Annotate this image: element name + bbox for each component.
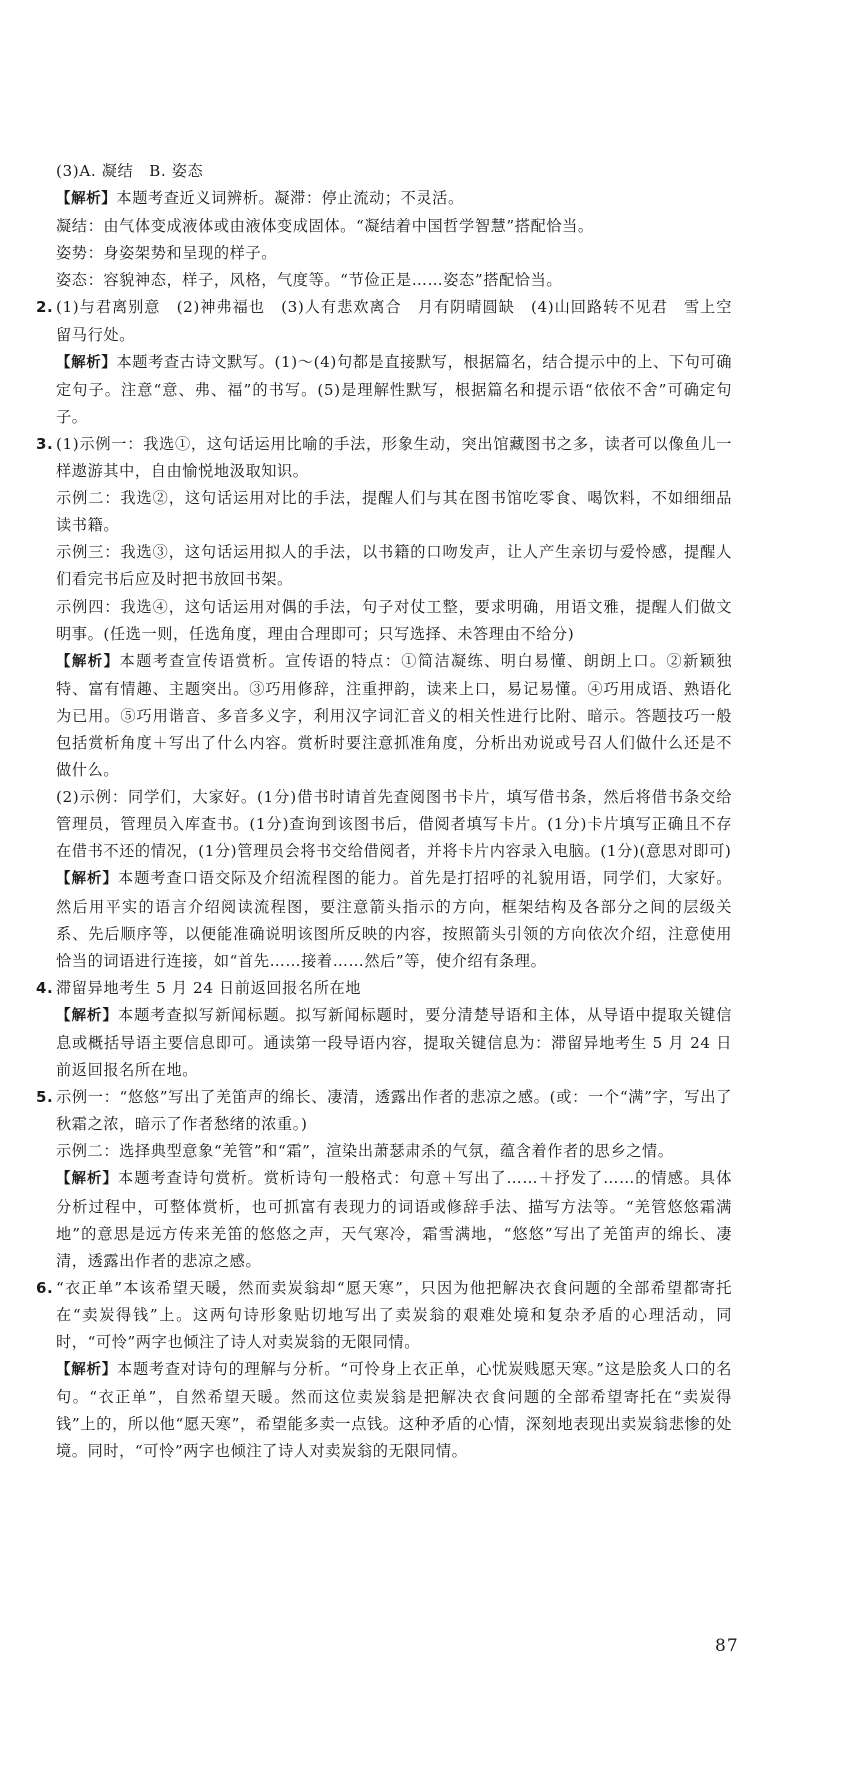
analysis-tag: 【解析】	[56, 871, 118, 888]
q1-analysis	[56, 185, 732, 213]
question-number: 6.	[36, 1278, 54, 1297]
answer-content	[36, 158, 732, 1466]
q1-line-3: 姿态：容貌神态，样子，风格，气度等。“节俭正是……姿态”搭配恰当。	[56, 271, 563, 290]
q6-answer: “衣正单”本该希望天暖，然而卖炭翁却“愿天寒”，只因为他把解决衣食问题的全部希望都寄托在“卖炭得钱”上。这两句诗形象贴切地写出了卖炭翁的艰难处境和复杂矛盾的心理活动，同时，“可怜”两字也倾注了诗人对卖炭翁的无限同情。	[56, 1278, 732, 1352]
q2-analysis	[56, 349, 732, 431]
q6-analysis	[56, 1356, 732, 1465]
q1-line-2: 姿势：身姿架势和呈现的样子。	[56, 244, 278, 263]
q5-analysis	[56, 1165, 732, 1274]
analysis-tag: 【解析】	[56, 191, 117, 208]
q3-analysis-1-text: 本题考查宣传语赏析。宣传语的特点：①简洁凝练、明白易懂、朗朗上口。②新颖独特、富有情趣、主题突出。③巧用修辞，注重押韵，读来上口，易记易懂。④巧用成语、熟语化为已用。⑤巧用谐音、多音多义字，利用汉字词汇音义的相关性进行比附、暗示。答题技巧一般包括赏析角度＋写出了什么内容。赏析时要注意抓准角度，分析出劝说或号召人们做什么还是不做什么。	[56, 651, 732, 780]
q2-answer: (1)与君离别意 (2)神弗福也 (3)人有悲欢离合 月有阴晴圆缺 (4)山回路转不见君 雪上空留马行处。	[56, 298, 732, 344]
q3-analysis-2	[56, 865, 732, 974]
q4-answer: 滞留异地考生 5 月 24 日前返回报名所在地	[56, 978, 362, 997]
question-6	[36, 1275, 732, 1466]
q5-example-1: 示例一：“悠悠”写出了羌笛声的绵长、凄清，透露出作者的悲凉之感。(或：一个“满”字，写出了秋霜之浓，暗示了作者愁绪的浓重。)	[56, 1088, 732, 1134]
question-4	[36, 975, 732, 1084]
analysis-tag: 【解析】	[56, 1362, 118, 1379]
question-3	[36, 431, 732, 975]
page-number: 87	[715, 1636, 739, 1656]
q3-analysis-2-text: 本题考查口语交际及介绍流程图的能力。首先是打招呼的礼貌用语，同学们，大家好。然后用平实的语言介绍阅读流程图，要注意箭头指示的方向，框架结构及各部分之间的层级关系、先后顺序等，以便能准确说明该图所反映的内容，按照箭头引领的方向依次介绍，注意使用恰当的词语进行连接，如“首先……接着……然后”等，使介绍有条理。	[56, 869, 732, 970]
q2-analysis-text: 本题考查古诗文默写。(1)～(4)句都是直接默写，根据篇名，结合提示中的上、下句可确定句子。注意“意、弗、福”的书写。(5)是理解性默写，根据篇名和提示语“依依不舍”可确定句子。	[56, 352, 732, 426]
q3-example-2: 示例二：我选②，这句话运用对比的手法，提醒人们与其在图书馆吃零食、喝饮料，不如细细品读书籍。	[56, 489, 732, 535]
question-number: 4.	[36, 978, 54, 997]
question-1-tail	[56, 158, 732, 294]
q1-line-1: 凝结：由气体变成液体或由液体变成固体。“凝结着中国哲学智慧”搭配恰当。	[56, 217, 594, 236]
q4-analysis-text: 本题考查拟写新闻标题。拟写新闻标题时，要分清楚导语和主体，从导语中提取关键信息或概括导语主要信息即可。通读第一段导语内容，提取关键信息为：滞留异地考生 5 月 24 日前返回报名所在地。	[56, 1005, 732, 1080]
question-number: 3.	[36, 434, 54, 453]
q3-example-3: 示例三：我选③，这句话运用拟人的手法，以书籍的口吻发声，让人产生亲切与爱怜感，提醒人们看完书后应及时把书放回书架。	[56, 543, 732, 589]
question-2	[36, 294, 732, 430]
q3-example-1: (1)示例一：我选①，这句话运用比喻的手法，形象生动，突出馆藏图书之多，读者可以像鱼儿一样遨游其中，自由愉悦地汲取知识。	[56, 434, 732, 481]
q3-analysis-1	[56, 648, 732, 784]
question-number: 5.	[36, 1088, 54, 1107]
q5-analysis-text: 本题考查诗句赏析。赏析诗句一般格式：句意＋写出了……＋抒发了……的情感。具体分析过程中，可整体赏析，也可抓富有表现力的词语或修辞手法、描写方法等。“羌管悠悠霜满地”的意思是远方传来羌笛的悠悠之声，天气寒冷，霜雪满地，“悠悠”写出了羌笛声的绵长、凄清，透露出作者的悲凉之感。	[56, 1169, 732, 1270]
question-number: 2.	[36, 298, 54, 317]
q1-analysis-text: 本题考查近义词辨析。凝滞：停止流动；不灵活。	[116, 189, 464, 208]
q4-analysis	[56, 1002, 732, 1084]
q1-answer: (3)A. 凝结 B. 姿态	[56, 162, 204, 180]
q3-example-4: 示例四：我选④，这句话运用对偶的手法，句子对仗工整，要求明确，用语文雅，提醒人们做文明事。(任选一则，任选角度，理由合理即可；只写选择、未答理由不给分)	[56, 597, 732, 643]
question-5	[36, 1084, 732, 1275]
analysis-tag: 【解析】	[56, 354, 117, 371]
q5-example-2: 示例二：选择典型意象“羌管”和“霜”，渲染出萧瑟肃杀的气氛，蕴含着作者的思乡之情。	[56, 1142, 674, 1161]
analysis-tag: 【解析】	[56, 653, 120, 670]
q3-part-2: (2)示例：同学们，大家好。(1分)借书时请首先查阅图书卡片，填写借书条，然后将借书条交给管理员，管理员入库查书。(1分)查询到该图书后，借阅者填写卡片。(1分)卡片填写正确且不存在借书不还的情况，(1分)管理员会将书交给借阅者，并将卡片内容录入电脑。(1分)(意思对即可)	[56, 788, 732, 861]
analysis-tag: 【解析】	[56, 1171, 119, 1188]
q6-analysis-text: 本题考查对诗句的理解与分析。“可怜身上衣正单，心忧炭贱愿天寒。”这是脍炙人口的名句。“衣正单”，自然希望天暖。然而这位卖炭翁是把解决衣食问题的全部希望寄托在“卖炭得钱”上的，所以他“愿天寒”，希望能多卖一点钱。这种矛盾的心情，深刻地表现出卖炭翁悲惨的处境。同时，“可怜”两字也倾注了诗人对卖炭翁的无限同情。	[56, 1360, 732, 1461]
analysis-tag: 【解析】	[56, 1007, 118, 1024]
